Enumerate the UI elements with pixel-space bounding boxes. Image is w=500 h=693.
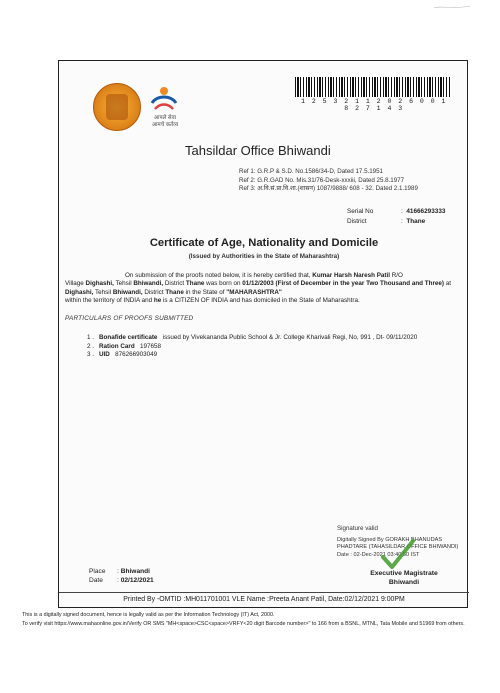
reference-2: Ref 2: G.R.GAD No. Mis.31/76-Desk-xxxiii, Dated 25.8.1977: [239, 176, 405, 184]
digital-signature-block: Signature valid Digitally Signed By GORAKH BHANUDAS PHADTARE (TAHASILDAR OFFICE BHIWANDI) Date : 02-Dec-2021 03:40:50 IST: [337, 525, 467, 559]
list-item: 2 . Ration Card 197658: [87, 342, 161, 350]
certificate-body: On submission of the proofs noted below, it is hereby certified that, Kumar Harsh Naresh Patil R/O Village Dighashi, Tehsil Bhiwandi, District Thane was born on 01/12/2003 (First of December in the year Two Thousand and Three) at Dighashi, Tehsil Bhiwandi, District Thane in the State of "MAHARASHTRA" within the territory of INDIA and he is a CITIZEN OF INDIA and has domiciled in the State of Maharashtra.: [65, 272, 452, 305]
holder-name: Kumar Harsh Naresh Patil: [312, 272, 390, 279]
serial-block: Serial No : 41666293333 District : Thane: [347, 208, 446, 225]
reference-1: Ref 1: G.R.P & S.D. No.1586/34-D, Dated 17.5.1951: [239, 168, 383, 175]
office-title: Tahsildar Office Bhiwandi: [185, 143, 331, 158]
proofs-list: [87, 334, 457, 360]
certificate-subtitle: (Issued by Authorities in the State of Maharashtra): [188, 253, 340, 260]
issue-place: Bhiwandi: [120, 568, 150, 575]
district-label: District: [347, 218, 367, 225]
signature-valid-label: Signature valid: [337, 525, 378, 532]
printed-by-line: Printed By -OMTID :MH011701001 VLE Name :Preeta Anant Patil, Date:02/12/2021 9:00PM: [59, 592, 469, 603]
reference-3: Ref 3: अ.वि.सं.प्रा.वि.शा.(शासन) 1087/9888/ 608 - 32. Dated 2.1.1989: [239, 185, 418, 193]
certificate-title: Certificate of Age, Nationality and Domicile: [149, 237, 379, 249]
barcode-number: 1 2 5 3 2 1 1 2 0 2 6 0 0 1 8 2 7 1 4 3: [301, 98, 447, 112]
district-value: Thane: [406, 218, 426, 225]
reference-list: [239, 168, 418, 194]
date-of-birth: 01/12/2003 (First of December in the year Two Thousand and Three): [242, 280, 445, 288]
serial-value: 41666293333: [406, 208, 446, 215]
issue-date: 02/12/2021: [120, 577, 154, 585]
certificate-sheet: [58, 60, 468, 608]
pencil-scribble-mark: [432, 2, 472, 12]
maharashtra-seal-icon: [93, 83, 141, 131]
emblem-caption: आपले सेवा आमचे कर्तव्य: [151, 115, 179, 128]
proofs-heading: PARTICULARS OF PROOFS SUBMITTED: [65, 315, 194, 322]
issue-place-date: Place : Bhiwandi Date : 02/12/2021: [89, 568, 154, 585]
list-item: 1 . Bonafide certificate issued by Vivekananda Public School & Jr. College Kharivali Regi, No, 991 , Dt- 09/11/2020: [87, 334, 418, 341]
aaple-seva-logo-icon: [147, 83, 181, 113]
barcode: [295, 77, 451, 97]
serial-label: Serial No: [347, 208, 374, 215]
footer-note: This is a digitally signed document, hence is legally valid as per the Information Technology (IT) Act, 2000. To verify visit https://www.mahaonline.gov.in/Verify OR SMS "MH<space>CSC<space>VRFY<20 digit Barcode number>" to 166 from a BSNL, MTNL, Tata Mobile and 51969 from others.: [22, 612, 465, 627]
list-item: 3 . UID 876266903049: [87, 351, 158, 359]
magistrate-title: Executive Magistrate Bhiwandi: [370, 570, 438, 586]
